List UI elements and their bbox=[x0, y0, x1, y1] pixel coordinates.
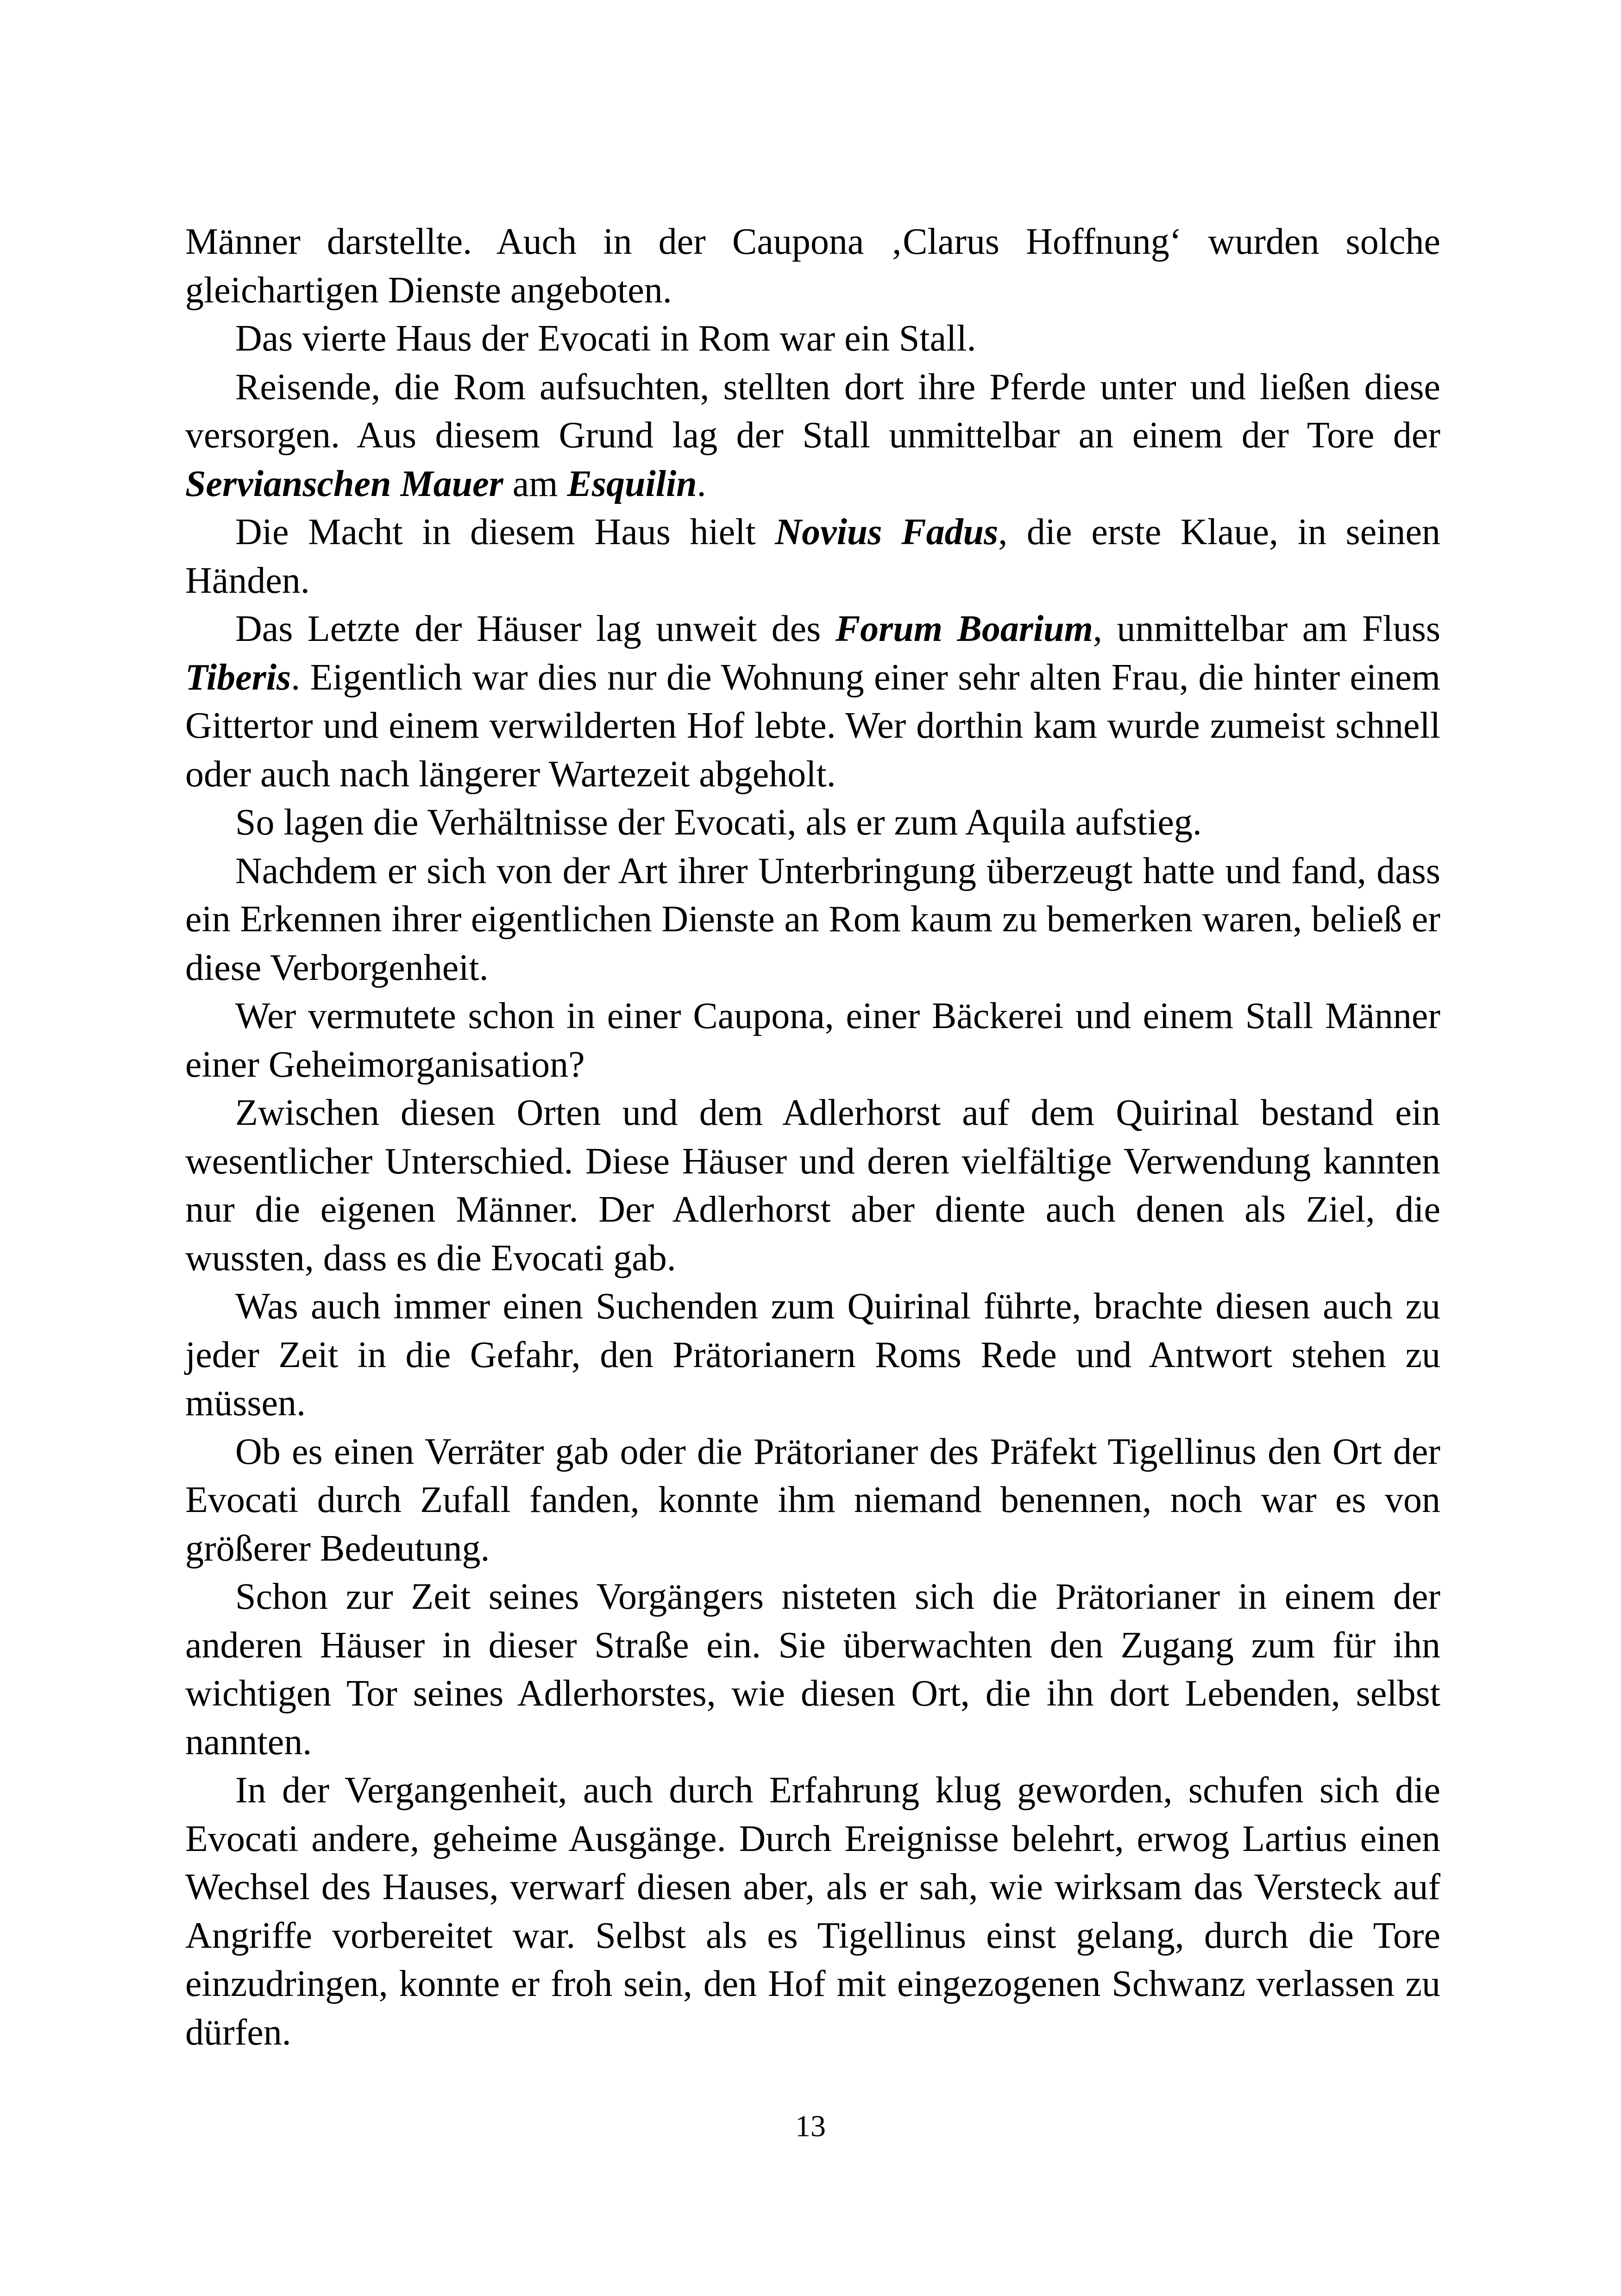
text-run: . bbox=[697, 463, 706, 504]
text-run: am bbox=[503, 463, 567, 504]
text-run: Ob es einen Verräter gab oder die Prätorianer des Präfekt Tigellinus den Ort der Evocati durch Zufall fanden, konnte ihm niemand benennen, noch war es von größerer Bedeutung. bbox=[185, 1431, 1440, 1569]
paragraph bbox=[185, 605, 1440, 798]
text-run: Reisende, die Rom aufsuchten, stellten dort ihre Pferde unter und ließen diese versorgen. Aus diesem Grund lag der Stall unmittelbar an einem der Tore der bbox=[185, 366, 1440, 456]
paragraph bbox=[185, 847, 1440, 992]
paragraph bbox=[185, 314, 1440, 363]
text-run: Wer vermutete schon in einer Caupona, einer Bäckerei und einem Stall Männer einer Geheimorganisation? bbox=[185, 996, 1440, 1085]
paragraph bbox=[185, 1282, 1440, 1428]
text-run: Zwischen diesen Orten und dem Adlerhorst auf dem Quirinal bestand ein wesentlicher Unterschied. Diese Häuser und deren vielfältige Verwendung kannten nur die eigenen Männer. Der Adlerhorst aber diente auch denen als Ziel, die wussten, dass es die Evocati gab. bbox=[185, 1092, 1440, 1279]
page-number: 13 bbox=[795, 2109, 826, 2143]
emphasis-place-name: Esquilin bbox=[567, 463, 697, 504]
page-body bbox=[185, 218, 1440, 2057]
text-run: Männer darstellte. Auch in der Caupona ‚Clarus Hoffnung‘ wurden solche gleichartigen Dienste angeboten. bbox=[185, 221, 1440, 311]
paragraph bbox=[185, 508, 1440, 605]
text-run: , unmittelbar am Fluss bbox=[1093, 609, 1440, 649]
text-run: Die Macht in diesem Haus hielt bbox=[235, 512, 775, 552]
paragraph bbox=[185, 1766, 1440, 2057]
text-run: , die erste Klaue, in seinen Händen. bbox=[185, 512, 1440, 601]
emphasis-place-name: Forum Boarium bbox=[835, 609, 1093, 649]
text-run: . Eigentlich war dies nur die Wohnung einer sehr alten Frau, die hinter einem Gittertor und einem verwilderten Hof lebte. Wer dorthin kam wurde zumeist schnell oder auch nach längerer Wartezeit abgeholt. bbox=[185, 657, 1440, 795]
paragraph bbox=[185, 1089, 1440, 1282]
text-run: Was auch immer einen Suchenden zum Quirinal führte, brachte diesen auch zu jeder Zeit in die Gefahr, den Prätorianern Roms Rede und Antwort stehen zu müssen. bbox=[185, 1286, 1440, 1424]
paragraph bbox=[185, 1428, 1440, 1573]
paragraph bbox=[185, 218, 1440, 314]
text-run: Das vierte Haus der Evocati in Rom war ein Stall. bbox=[235, 318, 976, 359]
emphasis-place-name: Servianschen Mauer bbox=[185, 463, 503, 504]
emphasis-place-name: Tiberis bbox=[185, 657, 291, 698]
text-run: Das Letzte der Häuser lag unweit des bbox=[235, 609, 836, 649]
paragraph bbox=[185, 1573, 1440, 1766]
text-run: In der Vergangenheit, auch durch Erfahrung klug geworden, schufen sich die Evocati andere, geheime Ausgänge. Durch Ereignisse belehrt, erwog Lartius einen Wechsel des Hauses, verwarf diesen aber, als er sah, wie wirksam das Versteck auf Angriffe vorbereitet war. Selbst als es Tigellinus einst gelang, durch die Tore einzudringen, konnte er froh sein, den Hof mit eingezogenen Schwanz verlassen zu dürfen. bbox=[185, 1770, 1440, 2053]
emphasis-person-name: Novius Fadus bbox=[775, 512, 999, 552]
paragraph bbox=[185, 363, 1440, 508]
paragraph bbox=[185, 992, 1440, 1089]
text-run: Nachdem er sich von der Art ihrer Unterbringung überzeugt hatte und fand, dass ein Erkennen ihrer eigentlichen Dienste an Rom kaum zu bemerken waren, beließ er diese Verborgenheit. bbox=[185, 850, 1440, 988]
text-run: Schon zur Zeit seines Vorgängers nisteten sich die Prätorianer in einem der anderen Häuser in dieser Straße ein. Sie überwachten den Zugang zum für ihn wichtigen Tor seines Adlerhorstes, wie diesen Ort, die ihn dort Lebenden, selbst nannten. bbox=[185, 1576, 1440, 1763]
text-run: So lagen die Verhältnisse der Evocati, als er zum Aquila aufstieg. bbox=[235, 802, 1202, 843]
paragraph bbox=[185, 798, 1440, 847]
